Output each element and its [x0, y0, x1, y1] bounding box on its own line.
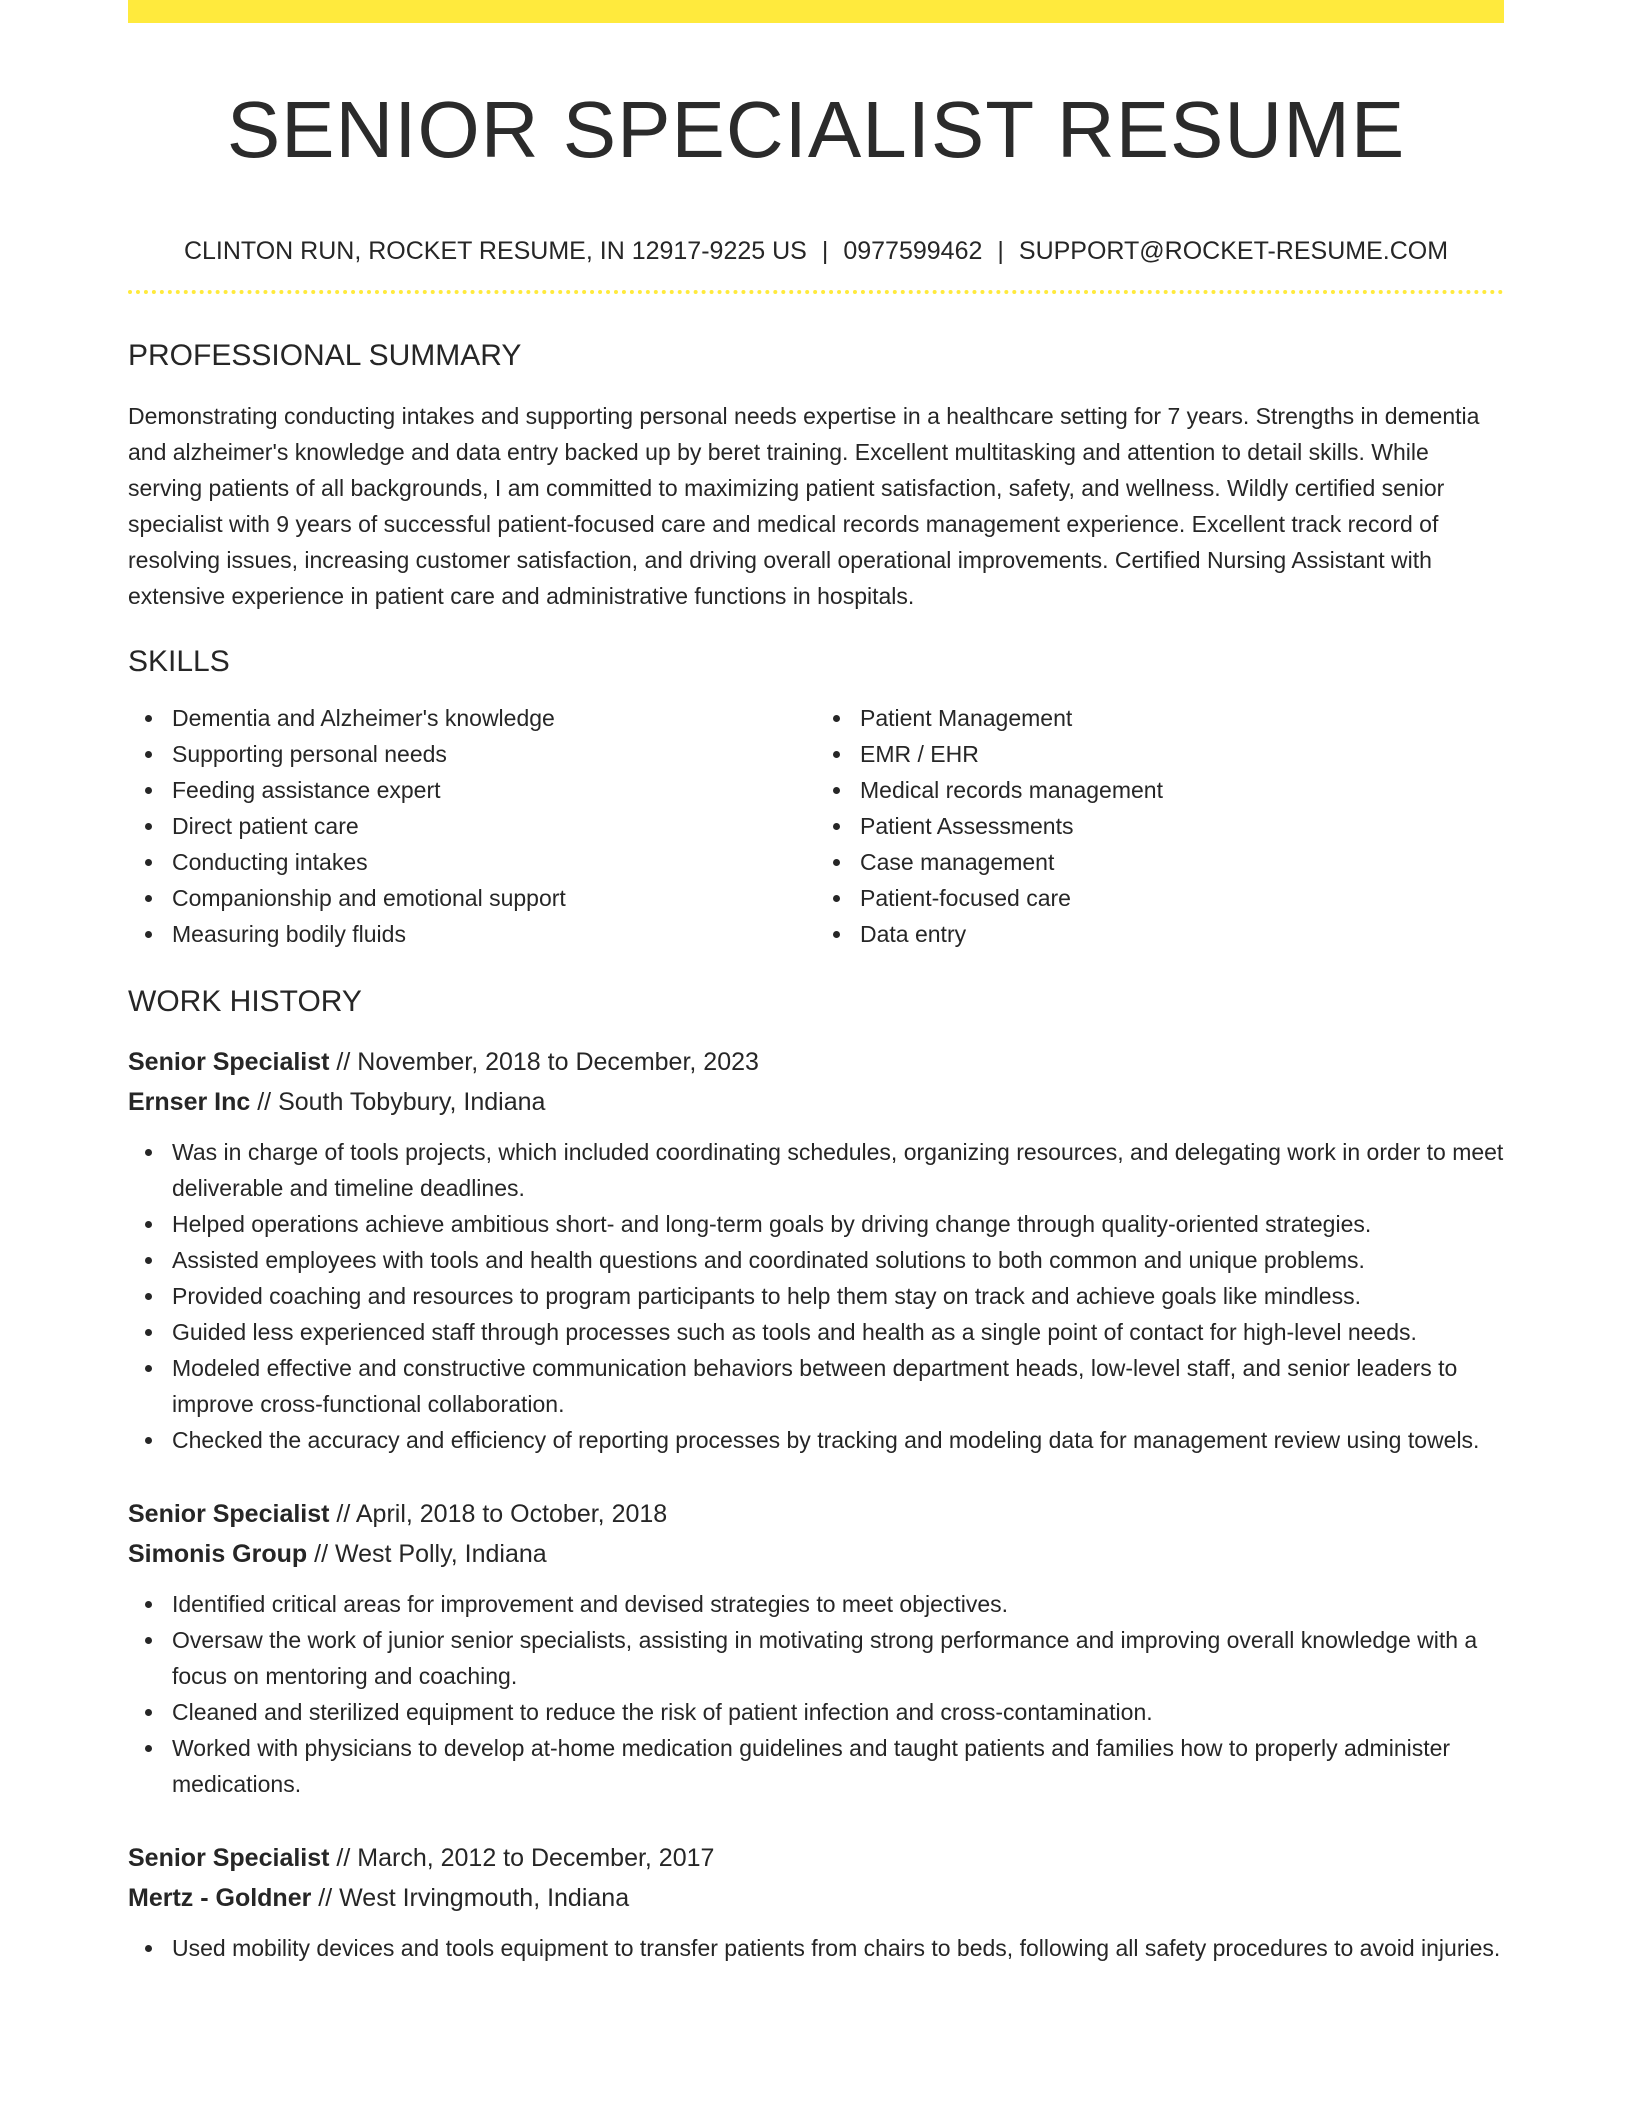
- duty-item: Oversaw the work of junior senior specialists, assisting in motivating strong performance and improving overall knowledge with a focus on mentoring and coaching.: [128, 1622, 1504, 1694]
- job-location: West Polly, Indiana: [334, 1540, 547, 1568]
- job-entry: [128, 1494, 1504, 1802]
- contact-separator: |: [821, 237, 829, 265]
- duty-item: Provided coaching and resources to program participants to help them stay on track and achieve goals like mindless.: [128, 1278, 1504, 1314]
- skill-item: Companionship and emotional support: [128, 880, 816, 916]
- duty-item: Identified critical areas for improvement and devised strategies to meet objectives.: [128, 1586, 1504, 1622]
- skill-item: Data entry: [816, 916, 1504, 952]
- job-separator: //: [311, 1884, 340, 1912]
- job-dates: November, 2018 to December, 2023: [357, 1048, 759, 1076]
- contact-phone: 0977599462: [843, 237, 983, 265]
- skill-item: Patient Management: [816, 700, 1504, 736]
- skills-heading: SKILLS: [128, 645, 230, 678]
- skill-item: Measuring bodily fluids: [128, 916, 816, 952]
- job-dates: April, 2018 to October, 2018: [355, 1500, 668, 1528]
- skill-item: Feeding assistance expert: [128, 772, 816, 808]
- summary-text: Demonstrating conducting intakes and supporting personal needs expertise in a healthcare setting for 7 years. Strengths in dementia and alzheimer's knowledge and data entry backed up by beret training. Excellent multitasking and attention to detail skills. While serving patients of all backgrounds, I am committed to maximizing patient satisfaction, safety, and wellness. Wildly certified senior specialist with 9 years of successful patient-focused care and medical records management experience. Excellent track record of resolving issues, increasing customer satisfaction, and driving overall operational improvements. Certified Nursing Assistant with extensive experience in patient care and administrative functions in hospitals.: [128, 403, 1480, 609]
- skill-item: EMR / EHR: [816, 736, 1504, 772]
- job-title: Senior Specialist: [128, 1500, 330, 1528]
- skill-item: Patient-focused care: [816, 880, 1504, 916]
- job-duties: [128, 1930, 1504, 1966]
- skill-item: Medical records management: [816, 772, 1504, 808]
- job-title-line: [128, 1494, 1504, 1534]
- job-company-line: [128, 1534, 1504, 1574]
- duty-item: Modeled effective and constructive communication behaviors between department heads, low-level staff, and senior leaders to improve cross-functional collaboration.: [128, 1350, 1504, 1422]
- job-title-line: [128, 1838, 1504, 1878]
- job-duties: [128, 1586, 1504, 1802]
- contact-address: CLINTON RUN, ROCKET RESUME, IN 12917-9225 US: [183, 237, 807, 265]
- job-company: Simonis Group: [128, 1540, 308, 1568]
- job-duties: [128, 1134, 1504, 1458]
- page-title: SENIOR SPECIALIST RESUME: [226, 85, 1406, 174]
- job-location: South Tobybury, Indiana: [278, 1088, 546, 1116]
- duty-item: Assisted employees with tools and health questions and coordinated solutions to both common and unique problems.: [128, 1242, 1504, 1278]
- job-location: West Irvingmouth, Indiana: [339, 1884, 630, 1912]
- skill-item: Dementia and Alzheimer's knowledge: [128, 700, 816, 736]
- job-separator: //: [329, 1048, 358, 1076]
- job-title: Senior Specialist: [128, 1048, 330, 1076]
- job-company-line: [128, 1878, 1504, 1918]
- skill-item: Case management: [816, 844, 1504, 880]
- duty-item: Guided less experienced staff through processes such as tools and health as a single point of contact for high-level needs.: [128, 1314, 1504, 1350]
- duty-item: Cleaned and sterilized equipment to reduce the risk of patient infection and cross-contamination.: [128, 1694, 1504, 1730]
- contact-line: [128, 236, 1504, 266]
- job-dates: March, 2012 to December, 2017: [357, 1844, 715, 1872]
- resume-content: [128, 0, 1504, 1966]
- job-title: Senior Specialist: [128, 1844, 330, 1872]
- duty-item: Helped operations achieve ambitious short- and long-term goals by driving change through quality-oriented strategies.: [128, 1206, 1504, 1242]
- job-entry: [128, 1042, 1504, 1458]
- skill-item: Supporting personal needs: [128, 736, 816, 772]
- duty-item: Used mobility devices and tools equipment to transfer patients from chairs to beds, following all safety procedures to avoid injuries.: [128, 1930, 1504, 1966]
- skills-column-right: [816, 700, 1504, 952]
- job-entry: [128, 1838, 1504, 1966]
- skills-column-left: [128, 700, 816, 952]
- job-company: Ernser Inc: [128, 1088, 251, 1116]
- job-separator: //: [329, 1844, 358, 1872]
- skill-item: Patient Assessments: [816, 808, 1504, 844]
- duty-item: Checked the accuracy and efficiency of reporting processes by tracking and modeling data for management review using towels.: [128, 1422, 1504, 1458]
- work-history-heading: WORK HISTORY: [128, 985, 362, 1018]
- skill-item: Direct patient care: [128, 808, 816, 844]
- job-company: Mertz - Goldner: [128, 1884, 312, 1912]
- summary-heading: PROFESSIONAL SUMMARY: [128, 339, 522, 372]
- skill-item: Conducting intakes: [128, 844, 816, 880]
- job-separator: //: [329, 1500, 356, 1528]
- contact-separator: |: [997, 237, 1004, 265]
- duty-item: Worked with physicians to develop at-home medication guidelines and taught patients and families how to properly administer medications.: [128, 1730, 1504, 1802]
- header-divider: [128, 290, 1504, 294]
- duty-item: Was in charge of tools projects, which included coordinating schedules, organizing resources, and delegating work in order to meet deliverable and timeline deadlines.: [128, 1134, 1504, 1206]
- job-company-line: [128, 1082, 1504, 1122]
- contact-email: SUPPORT@ROCKET-RESUME.COM: [1018, 237, 1449, 265]
- job-separator: //: [250, 1088, 279, 1116]
- job-title-line: [128, 1042, 1504, 1082]
- skills-list: [128, 700, 1504, 952]
- job-separator: //: [307, 1540, 335, 1568]
